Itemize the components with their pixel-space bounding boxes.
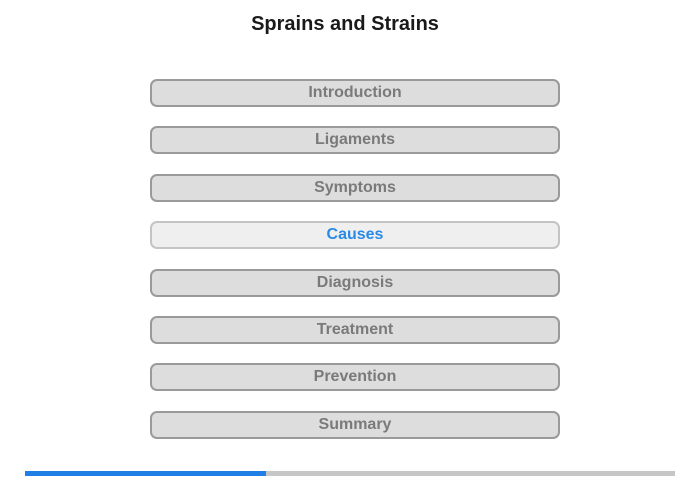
menu-item-prevention[interactable]: Prevention	[150, 363, 560, 391]
progress-bar	[25, 471, 675, 476]
menu-item-ligaments[interactable]: Ligaments	[150, 126, 560, 154]
page-title: Sprains and Strains	[251, 13, 439, 35]
chapter-menu	[150, 79, 560, 458]
menu-item-causes[interactable]: Causes	[150, 221, 560, 249]
menu-item-introduction[interactable]: Introduction	[150, 79, 560, 107]
progress-bar-fill	[25, 471, 266, 476]
menu-item-diagnosis[interactable]: Diagnosis	[150, 269, 560, 297]
menu-item-symptoms[interactable]: Symptoms	[150, 174, 560, 202]
menu-item-summary[interactable]: Summary	[150, 411, 560, 439]
menu-item-treatment[interactable]: Treatment	[150, 316, 560, 344]
